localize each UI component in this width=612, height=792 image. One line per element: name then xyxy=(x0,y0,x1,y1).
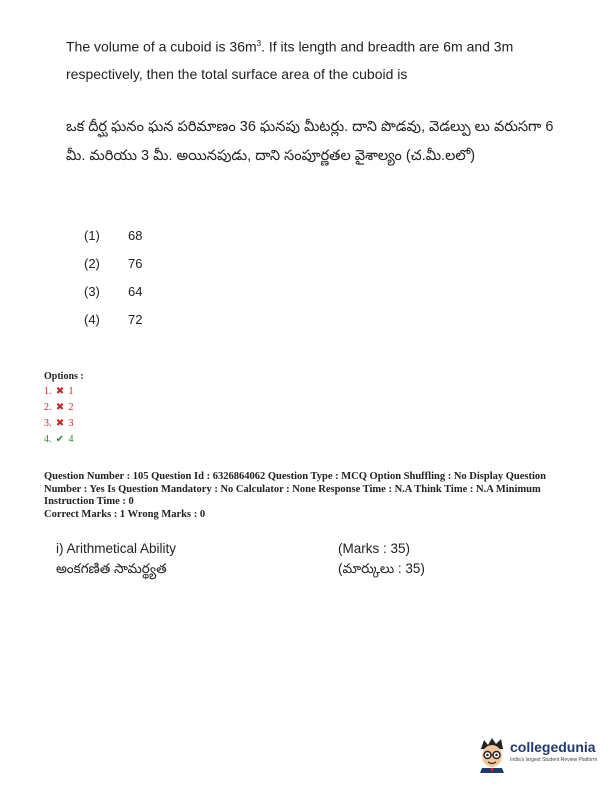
section-row-telugu xyxy=(56,559,456,579)
answer-choices xyxy=(84,222,142,334)
collegedunia-logo xyxy=(476,735,606,775)
cross-icon: ✖ xyxy=(55,386,65,397)
choice-value: 76 xyxy=(128,256,143,271)
option-4 xyxy=(44,432,84,448)
student-mascot-icon xyxy=(476,737,508,773)
choice-number: (3) xyxy=(84,284,100,299)
question-english xyxy=(66,30,556,88)
cross-icon: ✖ xyxy=(55,418,65,429)
marks-info: Correct Marks : 1 Wrong Marks : 0 xyxy=(44,508,206,520)
choice-value: 72 xyxy=(128,312,143,327)
section-title-telugu: అంకగణిత సామర్థ్యత xyxy=(56,561,167,576)
section-title: i) Arithmetical Ability xyxy=(56,541,177,556)
choice-3 xyxy=(84,278,142,306)
option-value: 1 xyxy=(68,386,74,397)
checkmark-icon: ✔ xyxy=(55,434,65,445)
option-number: 4. xyxy=(44,434,52,445)
choice-value: 68 xyxy=(128,228,143,243)
section-heading xyxy=(56,539,456,579)
question-english-text-cont: . If its length and breadth are 6m and 3m respectively, then the total surface area of the cuboid is xyxy=(66,38,514,82)
question-telugu: ఒక దీర్ఘ ఘనం ఘన పరిమాణం 36 ఘనపు మీటర్లు. దాని పొడవు, వెడల్పు లు వరుసగా 6 మీ. మరియు 3 మీ. అయినపుడు, దాని సంపూర్ణతల వైశాల్యం (చ.మీ.లలో) xyxy=(66,119,554,164)
unit-superscript: 3 xyxy=(256,39,262,48)
option-value: 4 xyxy=(68,434,74,445)
choice-number: (4) xyxy=(84,312,100,327)
choice-2 xyxy=(84,250,142,278)
choice-4 xyxy=(84,306,142,334)
choice-number: (2) xyxy=(84,256,100,271)
options-header: Options : xyxy=(44,371,84,382)
logo-wordmark: collegedunia xyxy=(510,739,596,755)
option-number: 2. xyxy=(44,402,52,413)
option-number: 1. xyxy=(44,386,52,397)
section-row-english xyxy=(56,539,456,559)
options-block xyxy=(44,371,84,448)
section-marks: (Marks : 35) xyxy=(338,541,411,556)
question-english-text: The volume of a cuboid is 36m xyxy=(66,38,257,55)
option-3 xyxy=(44,416,84,432)
question-info: Question Number : 105 Question Id : 6326864062 Question Type : MCQ Option Shuffling : No Display Question Number : Yes Is Question Mandatory : No Calculator : None Response Time : N.A Think Time : N.A Minimum Instruction Time : 0 xyxy=(44,471,547,507)
choice-number: (1) xyxy=(84,228,100,243)
option-number: 3. xyxy=(44,418,52,429)
logo-tagline: India's largest Student Review Platform xyxy=(510,757,598,763)
option-2 xyxy=(44,400,84,416)
section-marks-telugu: (మార్కులు : 35) xyxy=(338,561,425,576)
question-metadata xyxy=(44,471,574,521)
choice-1 xyxy=(84,222,142,250)
option-value: 2 xyxy=(68,402,74,413)
cross-icon: ✖ xyxy=(55,402,65,413)
choice-value: 64 xyxy=(128,284,143,299)
option-value: 3 xyxy=(68,418,74,429)
option-1 xyxy=(44,384,84,400)
